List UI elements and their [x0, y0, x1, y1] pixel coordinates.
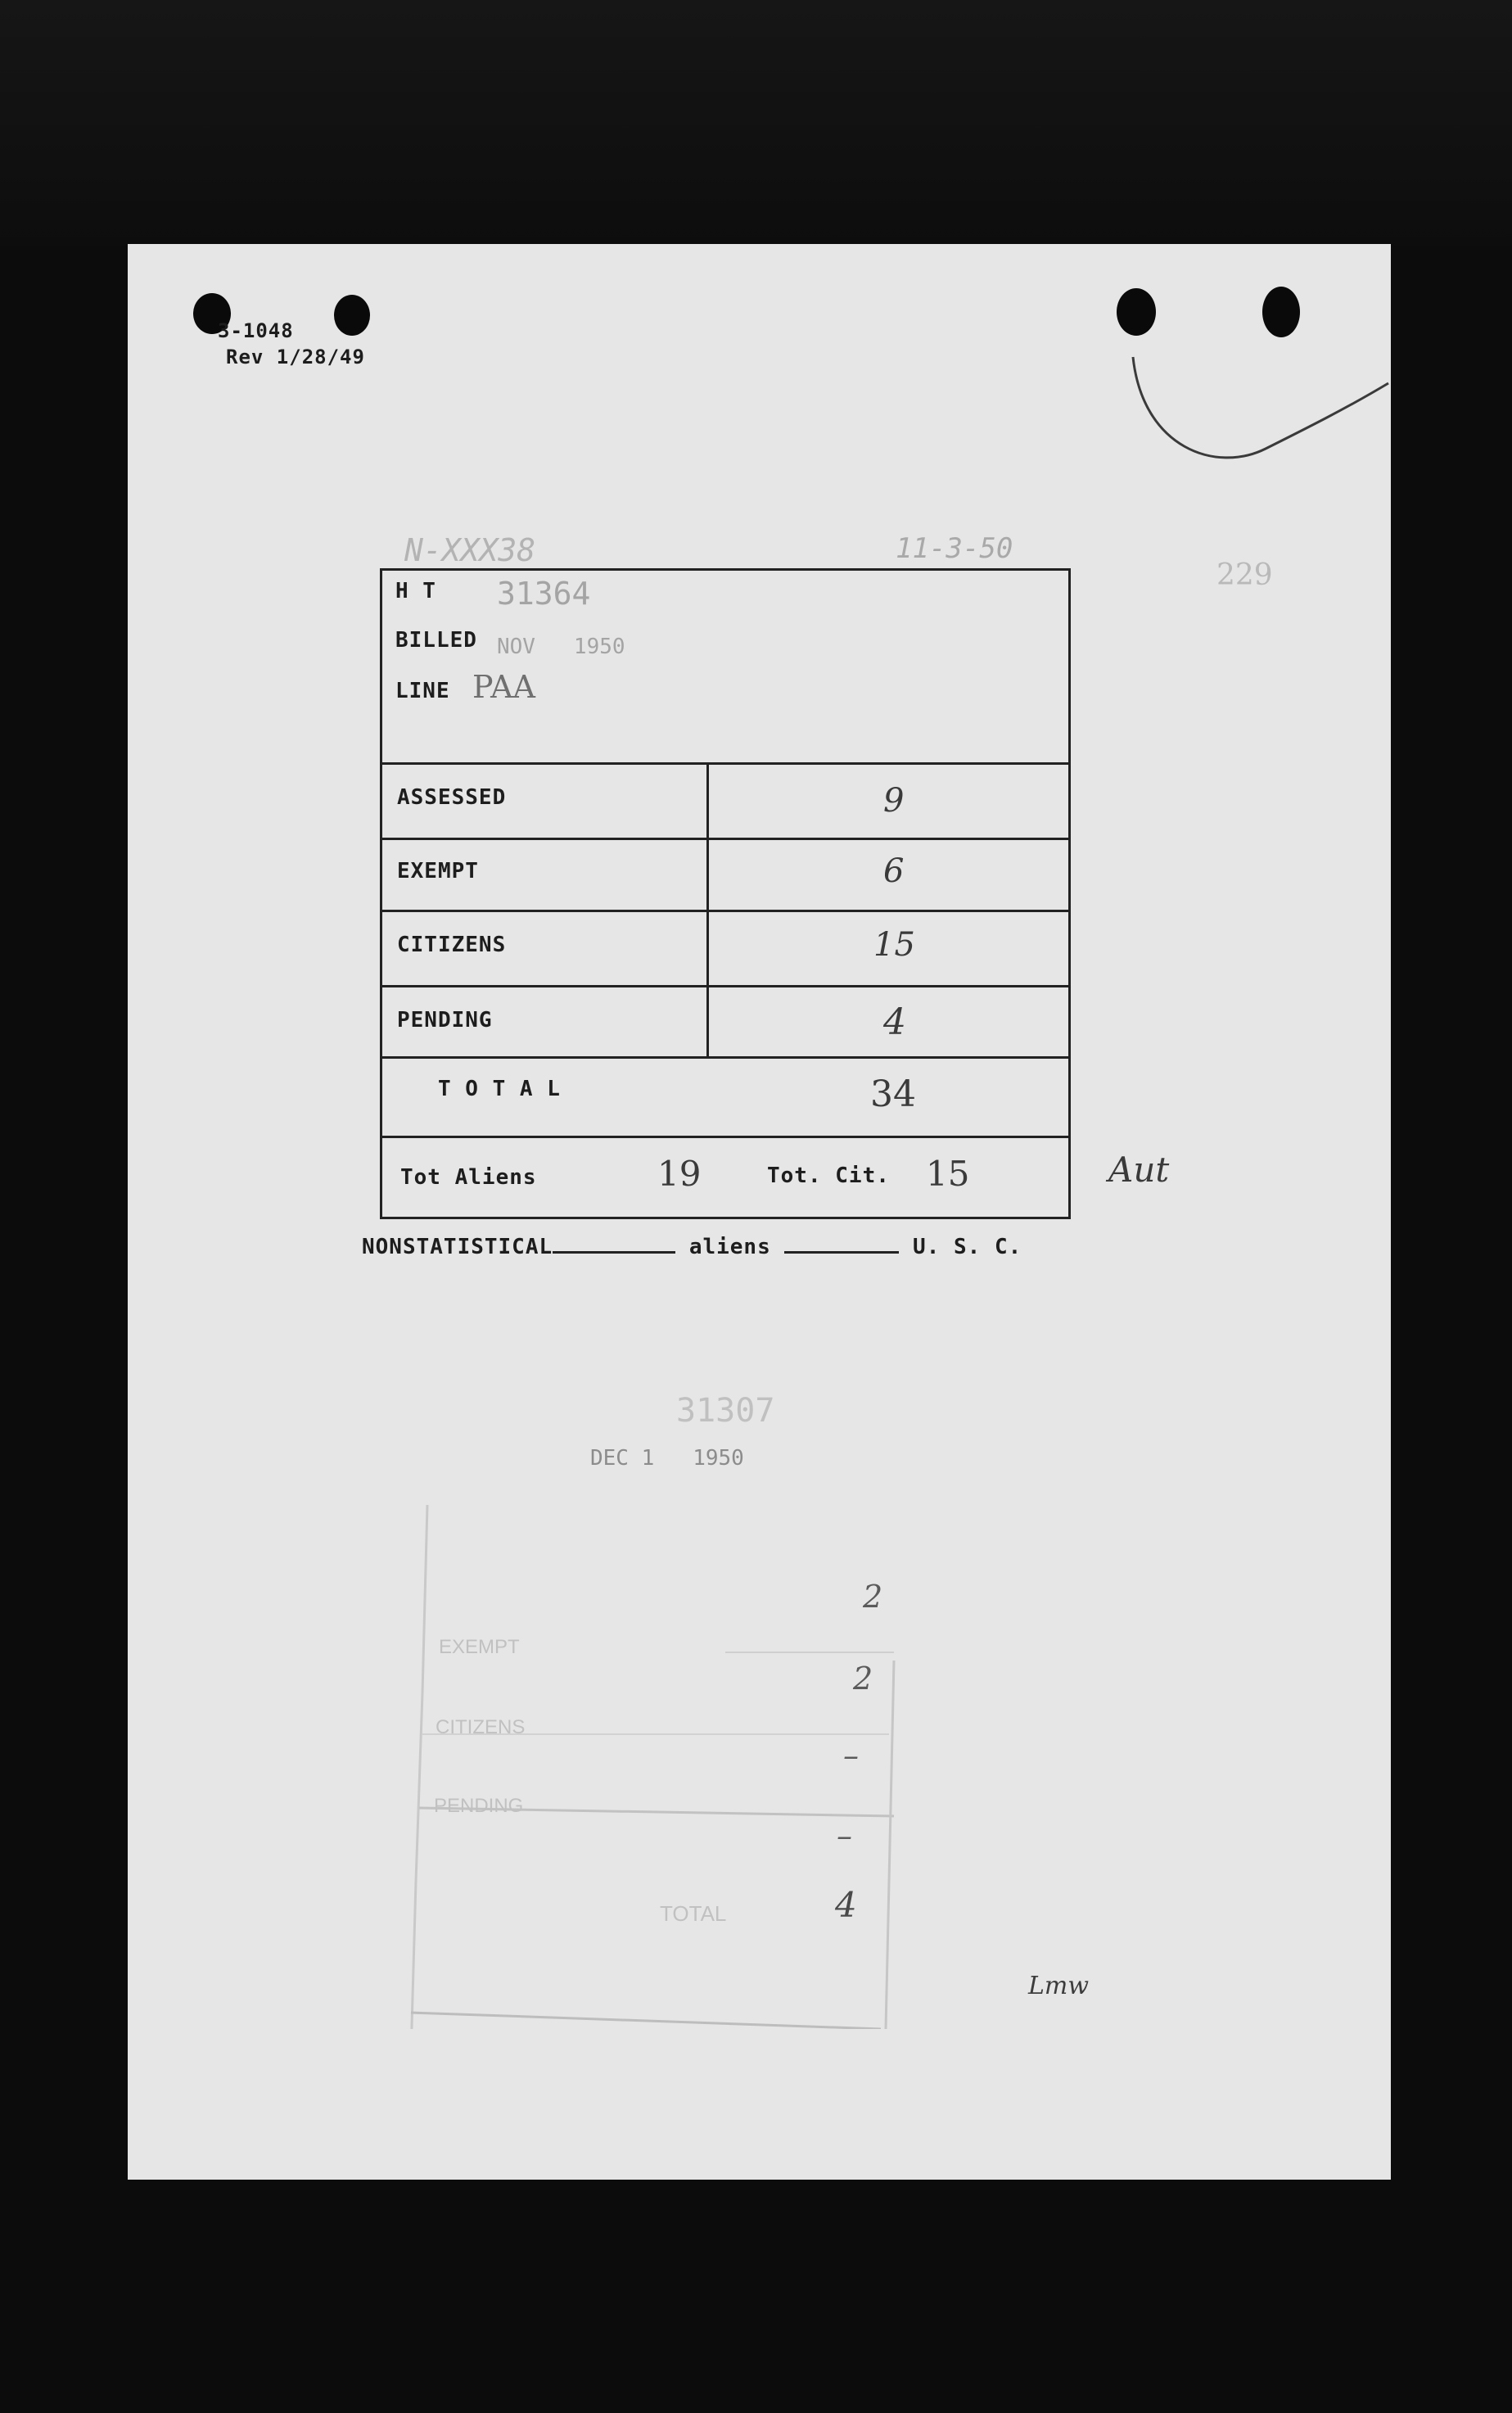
nonstatistical-blank [553, 1251, 675, 1254]
divider [382, 838, 1068, 840]
faded-total-label: TOTAL [660, 1901, 727, 1926]
tot-aliens-label: Tot Aliens [400, 1165, 537, 1190]
ht-value: 31364 [497, 576, 591, 612]
divider [382, 1056, 1068, 1059]
faded-form-frame [398, 1489, 905, 2029]
row-value-citizens: 15 [873, 926, 915, 964]
punch-hole-left-2 [334, 295, 370, 336]
row-value-exempt: 6 [883, 852, 905, 890]
pen-stroke [1126, 350, 1397, 481]
divider [382, 1136, 1068, 1138]
tot-aliens-value: 19 [657, 1154, 702, 1194]
row-label-pending: PENDING [397, 1008, 493, 1033]
total-value: 34 [870, 1073, 916, 1115]
ht-label: H T [395, 579, 436, 603]
tot-cit-value: 15 [926, 1154, 970, 1194]
faded-row-value-1: 2 [863, 1579, 883, 1615]
approval-initials: Aut [1108, 1150, 1170, 1190]
faded-initials: Lmw [1028, 1972, 1090, 2000]
row-label-assessed: ASSESSED [397, 785, 507, 810]
faded-row-value-2: 2 [853, 1661, 873, 1697]
nonstatistical-usc-label: U. S. C. [913, 1235, 1022, 1259]
divider [382, 762, 1068, 765]
top-right-date: 11-3-50 [896, 532, 1013, 565]
billed-label: BILLED [395, 628, 477, 653]
faded-row-label-pending: PENDING [434, 1795, 524, 1817]
form-number: 3-1048 [218, 319, 294, 342]
punch-hole-right-1 [1117, 288, 1156, 336]
scan-background [0, 0, 1512, 246]
nonstatistical-label: NONSTATISTICAL [362, 1235, 553, 1259]
tot-cit-label: Tot. Cit. [767, 1164, 890, 1188]
line-value: PAA [472, 669, 535, 705]
document-page [128, 244, 1391, 2180]
row-value-assessed: 9 [883, 782, 905, 820]
nonstatistical-line [362, 1235, 1022, 1259]
faded-total-value: 4 [835, 1885, 857, 1925]
faded-row-label-citizens: CITIZENS [436, 1716, 526, 1738]
page-number: 229 [1216, 558, 1273, 592]
assessment-form [380, 568, 1071, 1219]
divider [382, 985, 1068, 987]
faded-row-value-3: – [843, 1737, 859, 1774]
faded-form-date: DEC 1 1950 [590, 1446, 744, 1471]
faded-row-label-exempt: EXEMPT [439, 1636, 520, 1658]
top-left-note: N-XXX38 [404, 532, 536, 568]
faded-row-value-4: – [837, 1818, 852, 1854]
form-revision: Rev 1/28/49 [226, 346, 365, 368]
divider [382, 910, 1068, 912]
aliens-blank [784, 1251, 899, 1254]
punch-hole-right-2 [1262, 287, 1300, 337]
row-label-citizens: CITIZENS [397, 933, 507, 957]
row-value-pending: 4 [883, 1001, 906, 1043]
line-label: LINE [395, 679, 450, 703]
billed-value: NOV 1950 [497, 635, 625, 659]
nonstatistical-aliens-label: aliens [688, 1235, 771, 1259]
row-label-exempt: EXEMPT [397, 859, 479, 883]
faded-form-number: 31307 [676, 1392, 775, 1430]
total-label: T O T A L [438, 1077, 561, 1101]
